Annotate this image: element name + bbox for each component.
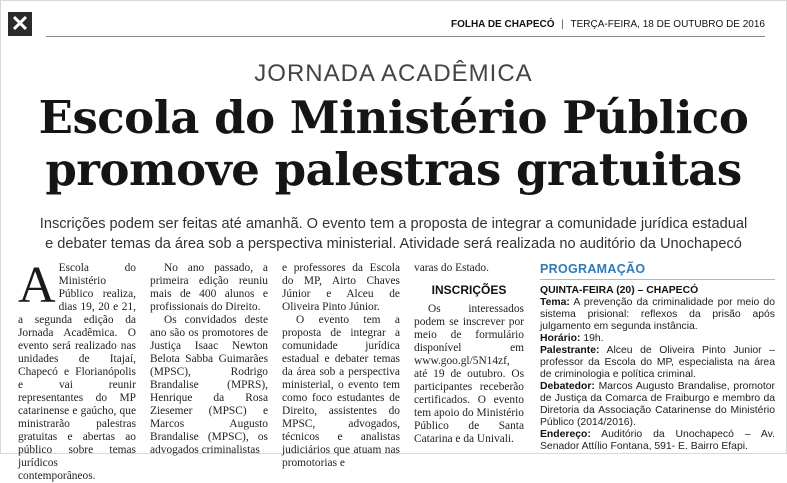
program-palestrante	[540, 345, 775, 381]
debatedor-value: Marcos Augusto Brandalise, promotor de Justiça da Comarca de Fraiburgo e membro da Diretoria da Associação Catarinense do Ministério Público (2014/2016).	[540, 381, 776, 428]
palestrante-value: Alceu de Oliveira Pinto Junior – professor da Escola do MP, especialista na área de criminologia e política criminal.	[540, 345, 775, 380]
program-title: PROGRAMAÇÃO	[540, 262, 775, 280]
registration-subhead: INSCRIÇÕES	[431, 283, 507, 297]
article-body	[18, 257, 776, 482]
publication-date: TERÇA-FEIRA, 18 DE OUTUBRO DE 2016	[570, 19, 765, 30]
column-4	[414, 262, 524, 446]
program-box	[540, 262, 775, 453]
page-header	[451, 19, 765, 30]
horario-value: 19h.	[583, 333, 604, 344]
column-4-paragraph-2: Os interessados podem se inscrever por meio de formulário disponível em www.goo.gl/5N14zf, até 19 de outubro. Os participantes receberão certificados. O evento tem apoio do Ministério Público de Santa Catarina e da Univali.	[414, 303, 524, 445]
article-headline	[0, 92, 787, 196]
debatedor-label: Debatedor:	[540, 381, 595, 392]
column-2	[150, 262, 268, 457]
program-tema	[540, 297, 775, 333]
endereco-label: Endereço:	[540, 429, 591, 440]
column-3-paragraph-2: O evento tem a proposta de integrar a comunidade jurídica estadual e debater temas da área sob a perspectiva ministerial, o evento tem como foco estudantes de Direito, assistentes do MPSC, advogados, técnicos e analistas judiciários que atuam nas promotorias e	[282, 314, 400, 469]
tema-label: Tema:	[540, 297, 570, 308]
drop-cap: A	[18, 257, 56, 314]
deck-line-2: e debater temas da área sob a perspectiva ministerial. Atividade será realizada no auditório da Unochapecó	[45, 236, 742, 252]
header-divider	[46, 36, 765, 37]
header-separator: |	[561, 19, 564, 30]
headline-line-2: promove palestras gratuitas	[45, 143, 742, 196]
column-3	[282, 262, 400, 470]
article-kicker: JORNADA ACADÊMICA	[254, 60, 533, 87]
publication-name: FOLHA DE CHAPECÓ	[450, 19, 555, 30]
column-2-paragraph-1: No ano passado, a primeira edição reuniu mais de 400 alunos e profissionais do Direito.	[150, 262, 268, 313]
column-3-paragraph-1: e professores da Escola do MP, Airto Chaves Júnior e Alceu de Oliveira Pinto Júnior.	[282, 262, 400, 313]
palestrante-label: Palestrante:	[540, 345, 600, 356]
article-deck	[20, 214, 767, 254]
deck-line-1: Inscrições podem ser feitas até amanhã. O evento tem a proposta de integrar a comunidade jurídica estadual	[39, 216, 748, 232]
column-2-paragraph-2: Os convidados deste ano são os promotores de Justiça Isaac Newton Belota Sabba Guimarães (MPSC), Rodrigo Brandalise (MPRS), Henrique da Rosa Ziesemer (MPSC) e Marcos Augusto Brandalise (MPSC), os advogados criminalistas	[150, 314, 268, 456]
column-1	[18, 257, 136, 483]
program-day: QUINTA-FEIRA (20) – CHAPECÓ	[540, 285, 699, 296]
endereco-value: Auditório da Unochapecó – Av. Senador Attílio Fontana, 591- E. Bairro Efapi.	[540, 429, 775, 452]
program-endereco	[540, 429, 775, 453]
x-close-icon[interactable]: ✕	[8, 12, 32, 36]
column-1-text: Escola do Ministério Público realiza, dias 19, 20 e 21, a segunda edição da Jornada Acadêmica. O evento será realizado nas unidades de Itajaí, Chapecó e Florianópolis e vai reunir representantes do MP catarinense e gaúcho, que ministrarão palestras gratuitas e abertas ao público sobre temas jurídicos contemporâneos.	[18, 262, 136, 482]
column-4-paragraph-1: varas do Estado.	[414, 262, 489, 274]
tema-value: A prevenção da criminalidade por meio do sistema prisional: reflexos da prisão após julgamento em segunda instância.	[540, 297, 775, 332]
headline-line-1: Escola do Ministério Público	[38, 91, 749, 144]
program-debatedor	[540, 381, 775, 429]
program-horario	[540, 333, 775, 345]
horario-label: Horário:	[540, 333, 581, 344]
